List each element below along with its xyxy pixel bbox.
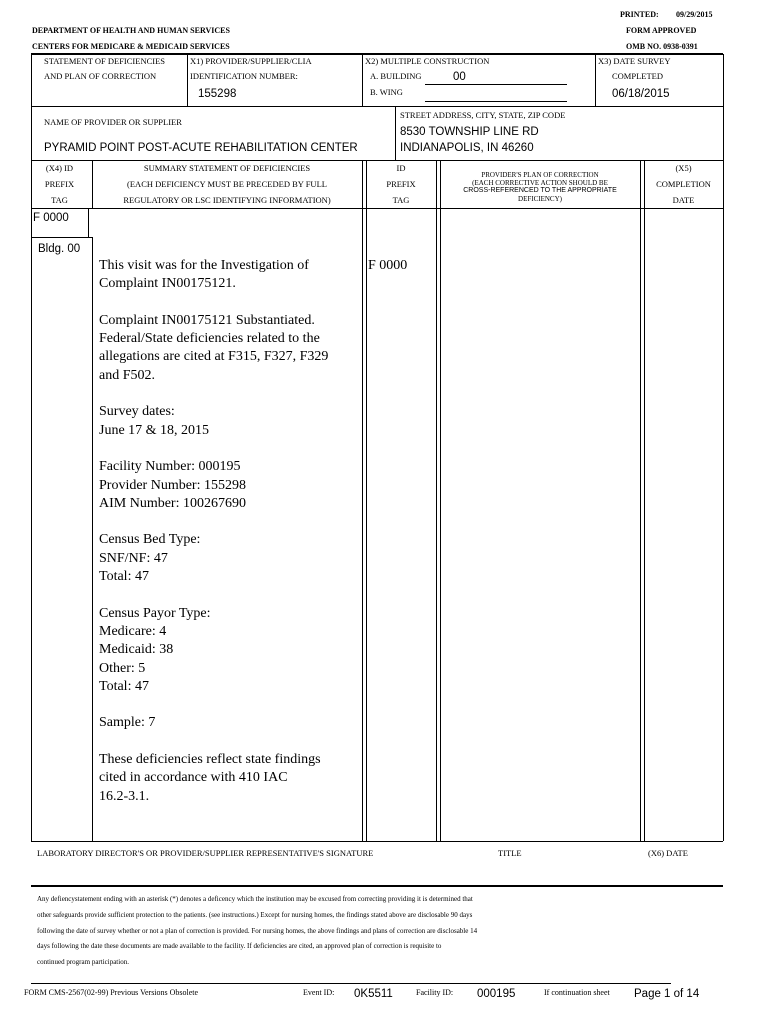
disclaimer-line-1: Any defiencystatement ending with an asterisk (*) denotes a deficency which the institution may be excused from correcting providing it is determined that: [37, 895, 473, 903]
summary-column-left: [92, 237, 93, 841]
form-number: FORM CMS-2567(02-99) Previous Versions Obsolete: [24, 988, 199, 997]
department-title: DEPARTMENT OF HEALTH AND HUMAN SERVICES: [32, 26, 230, 35]
summary-label-3: REGULATORY OR LSC IDENTIFYING INFORMATION): [123, 195, 331, 205]
summary-label-2: (EACH DEFICIENCY MUST BE PRECEDED BY FULL: [127, 179, 327, 189]
right-tag: F 0000: [368, 258, 408, 273]
wing-underline: [425, 101, 567, 102]
signature-bottom-border: [31, 885, 723, 887]
x4-column-divider-short: [88, 208, 89, 237]
provider-name-label: NAME OF PROVIDER OR SUPPLIER: [44, 117, 182, 127]
x4-label-3: TAG: [51, 195, 68, 205]
plan-column-right: [640, 160, 641, 841]
plan-column-left: [440, 160, 441, 841]
page-number: Page 1 of 14: [634, 988, 700, 1000]
disclaimer-line-4: days following the date these documents are made available to the facility. If deficiencies are cited, an approved plan of correction is requisite to: [37, 942, 442, 950]
title-label: TITLE: [498, 848, 522, 858]
x3-label-1: X3) DATE SURVEY: [598, 56, 671, 66]
summary-paragraph: Census Payor Type: Medicare: 4 Medicaid: 38 Other: 5 Total: 47: [99, 605, 211, 694]
continuation-label: If continuation sheet: [544, 988, 610, 997]
address-line-1: 8530 TOWNSHIP LINE RD: [400, 126, 539, 138]
provider-name-value: PYRAMID POINT POST-ACUTE REHABILITATION CENTER: [44, 142, 358, 154]
summary-paragraph: This visit was for the Investigation of Complaint IN00175121.: [99, 258, 309, 292]
statement-label-2: AND PLAN OF CORRECTION: [44, 71, 157, 81]
column-header-bottom-border: [31, 208, 723, 209]
box2-left-border: [31, 106, 32, 160]
box1-divider-1: [187, 54, 188, 106]
plan-label-1: PROVIDER'S PLAN OF CORRECTION: [481, 171, 599, 179]
tag-cell-bottom: [31, 237, 92, 238]
footer-top-border: [31, 983, 671, 984]
x4-label-2: PREFIX: [44, 179, 75, 189]
statement-label-1: STATEMENT OF DEFICIENCIES: [44, 56, 166, 66]
x5-label-2: COMPLETION: [656, 179, 711, 189]
event-id-value: 0K5511: [354, 988, 393, 1000]
x1-label-1: X1) PROVIDER/SUPPLIER/CLIA: [190, 56, 312, 66]
box1-right-border: [723, 54, 724, 106]
summary-label-1: SUMMARY STATEMENT OF DEFICIENCIES: [143, 163, 311, 173]
box1-divider-2: [362, 54, 363, 106]
box1-left-border: [31, 54, 32, 106]
signature-top-border: [31, 841, 723, 842]
facility-id-value: 000195: [477, 988, 516, 1000]
centers-title: CENTERS FOR MEDICARE & MEDICAID SERVICES: [32, 42, 230, 51]
disclaimer-line-3: following the date of survey whether or not a plan of correction is provided. For nursing homes, the above findings and plans of correction are disclosable 14: [37, 927, 478, 935]
id-column-left: [366, 160, 367, 841]
summary-paragraph: Sample: 7: [99, 715, 156, 731]
printed-date: 09/29/2015: [676, 10, 713, 19]
summary-paragraph: Facility Number: 000195 Provider Number: 155298 AIM Number: 100267690: [99, 459, 246, 511]
summary-paragraph: Complaint IN00175121 Substantiated. Federal/State deficiencies related to the allegations are cited at F315, F327, F329 and F502.: [99, 312, 329, 383]
box2-divider: [395, 106, 396, 160]
building-underline: [425, 84, 567, 85]
x5-column-left: [644, 160, 645, 841]
facility-id-label: Facility ID:: [416, 988, 454, 997]
box2-right-border: [723, 106, 724, 160]
wing-label: B. WING: [370, 87, 403, 97]
id-column-right: [436, 160, 437, 841]
event-id-label: Event ID:: [303, 988, 335, 997]
table-left-border: [31, 160, 32, 841]
provider-id-value: 155298: [198, 88, 237, 100]
summary-paragraph: Survey dates: June 17 & 18, 2015: [99, 404, 210, 438]
x1-label-2: IDENTIFICATION NUMBER:: [190, 71, 298, 81]
disclaimer-line-5: continued program participation.: [37, 958, 129, 966]
id-label-2: PREFIX: [386, 179, 416, 189]
box1-top-border: [31, 53, 723, 55]
signature-label: LABORATORY DIRECTOR'S OR PROVIDER/SUPPLIER REPRESENTATIVE'S SIGNATURE: [37, 848, 374, 858]
disclaimer-line-2: other safeguards provide sufficient protection to the patients. (see instructions.) Except for nursing homes, the findings stated above are disclosable 90 days: [37, 911, 473, 919]
x5-label-3: DATE: [672, 195, 695, 205]
table-right-border: [723, 160, 724, 841]
summary-paragraph: Census Bed Type: SNF/NF: 47 Total: 47: [99, 532, 201, 585]
plan-label-2: (EACH CORRECTIVE ACTION SHOULD BE: [472, 179, 608, 187]
summary-paragraph: These deficiencies reflect state findings cited in accordance with 410 IAC 16.2-3.1.: [99, 752, 321, 804]
x3-label-2: COMPLETED: [612, 71, 663, 81]
box1-divider-3: [595, 54, 596, 106]
date-label: (X6) DATE: [648, 848, 688, 858]
building-label: A. BUILDING: [370, 71, 422, 81]
plan-label-4: DEFICIENCY): [518, 195, 562, 203]
address-label: STREET ADDRESS, CITY, STATE, ZIP CODE: [400, 110, 566, 120]
x4-label-1: (X4) ID: [45, 163, 74, 173]
x5-label-1: (X5): [675, 163, 692, 173]
omb-number: OMB NO. 0938-0391: [626, 42, 698, 51]
summary-column-left-header: [92, 160, 93, 208]
address-line-2: INDIANAPOLIS, IN 46260: [400, 142, 534, 154]
building-tag: Bldg. 00: [38, 243, 81, 255]
left-tag: F 0000: [33, 212, 69, 224]
printed-label: PRINTED:: [620, 10, 659, 19]
building-value: 00: [453, 71, 466, 83]
summary-text: [99, 257, 361, 824]
box1-bottom-border: [31, 106, 723, 107]
id-label-1: ID: [396, 163, 406, 173]
form-approved: FORM APPROVED: [626, 26, 697, 35]
summary-column-right: [362, 160, 363, 841]
survey-date-value: 06/18/2015: [612, 88, 670, 100]
x2-label: X2) MULTIPLE CONSTRUCTION: [365, 56, 490, 66]
id-label-3: TAG: [392, 195, 410, 205]
box2-bottom-border: [31, 160, 723, 161]
plan-label-3: CROSS-REFERENCED TO THE APPROPRIATE: [463, 187, 617, 194]
